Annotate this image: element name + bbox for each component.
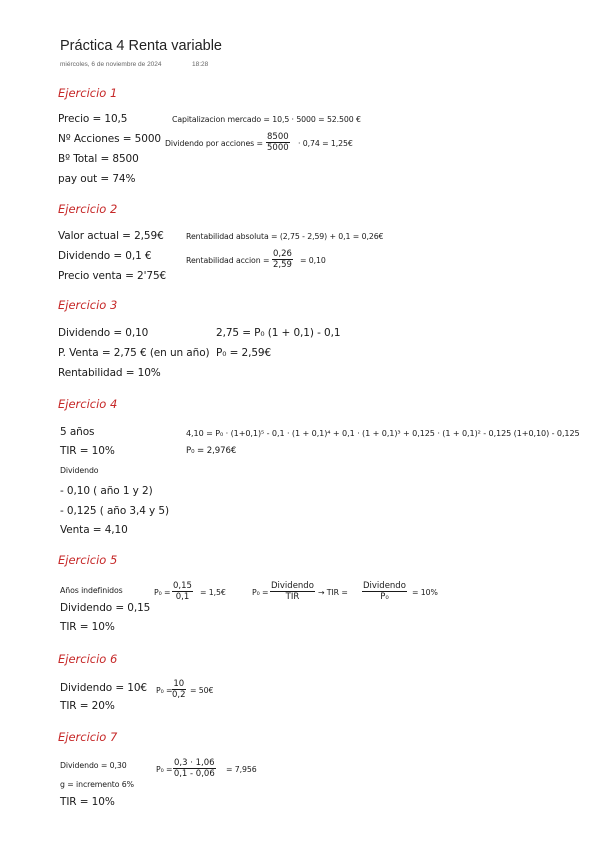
ej4-dividendo-1: - 0,10 ( año 1 y 2): [60, 485, 153, 497]
ej1-dividendo-fraction: [266, 132, 290, 153]
ej4-anos: 5 años: [60, 426, 95, 438]
ej1-div-denominator: 5000: [267, 143, 289, 153]
page-title: Práctica 4 Renta variable: [60, 38, 222, 54]
heading-ejercicio-1: Ejercicio 1: [58, 86, 118, 100]
ej2-rent-numerator: 0,26: [273, 249, 292, 259]
ej5-f1-denominator: 0,1: [175, 592, 190, 602]
ej2-rent-result: = 0,10: [300, 256, 326, 265]
ej4-tir: TIR = 10%: [60, 445, 115, 457]
ej4-dividendo-2: - 0,125 ( año 3,4 y 5): [60, 505, 169, 517]
ej5-p0b-label: P₀ =: [252, 588, 269, 597]
ej7-result: = 7,956: [226, 765, 257, 774]
ej6-denominator: 0,2: [172, 690, 186, 700]
ej2-rent-abs: Rentabilidad absoluta = (2,75 - 2,59) + 0,1 = 0,26€: [186, 232, 384, 241]
ej1-payout: pay out = 74%: [58, 173, 136, 185]
ej6-dividendo: Dividendo = 10€: [60, 682, 148, 694]
ej6-tir: TIR = 20%: [60, 700, 115, 712]
ej7-denominator: 0,1 - 0,06: [173, 769, 215, 779]
heading-ejercicio-2: Ejercicio 2: [58, 202, 118, 216]
ej5-p0-label: P₀ =: [154, 588, 171, 597]
page-time: 18:28: [192, 61, 209, 68]
ej2-rent-fraction: [272, 249, 293, 270]
ej5-f3-denominator: P₀: [380, 592, 389, 602]
heading-ejercicio-6: Ejercicio 6: [58, 652, 118, 666]
ej1-div-numerator: 8500: [267, 132, 289, 142]
ej2-precio: Precio venta = 2'75€: [58, 270, 167, 282]
ej3-pventa: P. Venta = 2,75 € (en un año): [58, 347, 210, 359]
heading-ejercicio-4: Ejercicio 4: [58, 397, 118, 411]
ej5-f3-numerator: Dividendo: [363, 581, 406, 591]
ej3-result: P₀ = 2,59€: [216, 347, 272, 359]
ej5-tir: TIR = 10%: [60, 621, 115, 633]
ej6-fraction: [172, 679, 186, 700]
ej5-result-1: = 1,5€: [200, 588, 226, 597]
ej5-fraction-3: [362, 581, 407, 602]
ej2-rent-denominator: 2,59: [273, 260, 292, 270]
heading-ejercicio-3: Ejercicio 3: [58, 298, 118, 312]
ej5-f1-numerator: 0,15: [173, 581, 192, 591]
ej7-fraction: [173, 758, 216, 779]
heading-ejercicio-7: Ejercicio 7: [58, 730, 118, 744]
ej1-precio: Precio = 10,5: [58, 113, 128, 125]
ej3-rentabilidad: Rentabilidad = 10%: [58, 367, 161, 379]
ej7-p0-label: P₀ =: [156, 765, 173, 774]
ej1-capitalizacion: Capitalizacion mercado = 10,5 · 5000 = 52.500 €: [172, 115, 361, 124]
ej6-p0-label: P₀ =: [156, 686, 173, 695]
ej4-dividendo: Dividendo: [60, 466, 99, 475]
ej3-equation: 2,75 = P₀ (1 + 0,1) - 0,1: [216, 327, 341, 339]
heading-ejercicio-5: Ejercicio 5: [58, 553, 118, 567]
ej5-f2-numerator: Dividendo: [271, 581, 314, 591]
ej4-result: P₀ = 2,976€: [186, 446, 237, 456]
ej5-fraction-1: [172, 581, 193, 602]
ej5-f2-denominator: TIR: [285, 592, 300, 602]
page-date: miércoles, 6 de noviembre de 2024: [60, 61, 162, 68]
ej5-anos: Años indefinidos: [60, 586, 123, 595]
ej7-numerator: 0,3 · 1,06: [174, 758, 215, 768]
ej7-tir: TIR = 10%: [60, 796, 115, 808]
ej6-result: = 50€: [190, 686, 214, 695]
ej4-equation: 4,10 = P₀ · (1+0,1)⁵ - 0,1 · (1 + 0,1)⁴ + 0,1 · (1 + 0,1)³ + 0,125 · (1 + 0,1)² - 0,125 (1+0,10) - 0,125: [186, 428, 580, 438]
ej1-dividendo-label: Dividendo por acciones =: [165, 139, 263, 148]
ej5-dividendo: Dividendo = 0,15: [60, 602, 151, 614]
ej2-rent-accion-label: Rentabilidad accion =: [186, 256, 270, 265]
ej3-dividendo: Dividendo = 0,10: [58, 327, 149, 339]
ej7-dividendo: Dividendo = 0,30: [60, 761, 127, 770]
ej4-venta: Venta = 4,10: [60, 524, 128, 536]
ej5-arrow: → TIR =: [318, 588, 348, 597]
ej2-valor: Valor actual = 2,59€: [58, 230, 164, 242]
ej5-result-3: = 10%: [412, 588, 438, 597]
ej1-dividendo-result: · 0,74 = 1,25€: [298, 139, 353, 148]
ej5-fraction-2: [270, 581, 315, 602]
ej2-dividendo: Dividendo = 0,1 €: [58, 250, 152, 262]
ej1-acciones: Nº Acciones = 5000: [58, 133, 162, 145]
ej6-numerator: 10: [173, 679, 185, 689]
ej1-beneficio: Bº Total = 8500: [58, 153, 139, 165]
ej7-incremento: g = incremento 6%: [60, 780, 134, 789]
